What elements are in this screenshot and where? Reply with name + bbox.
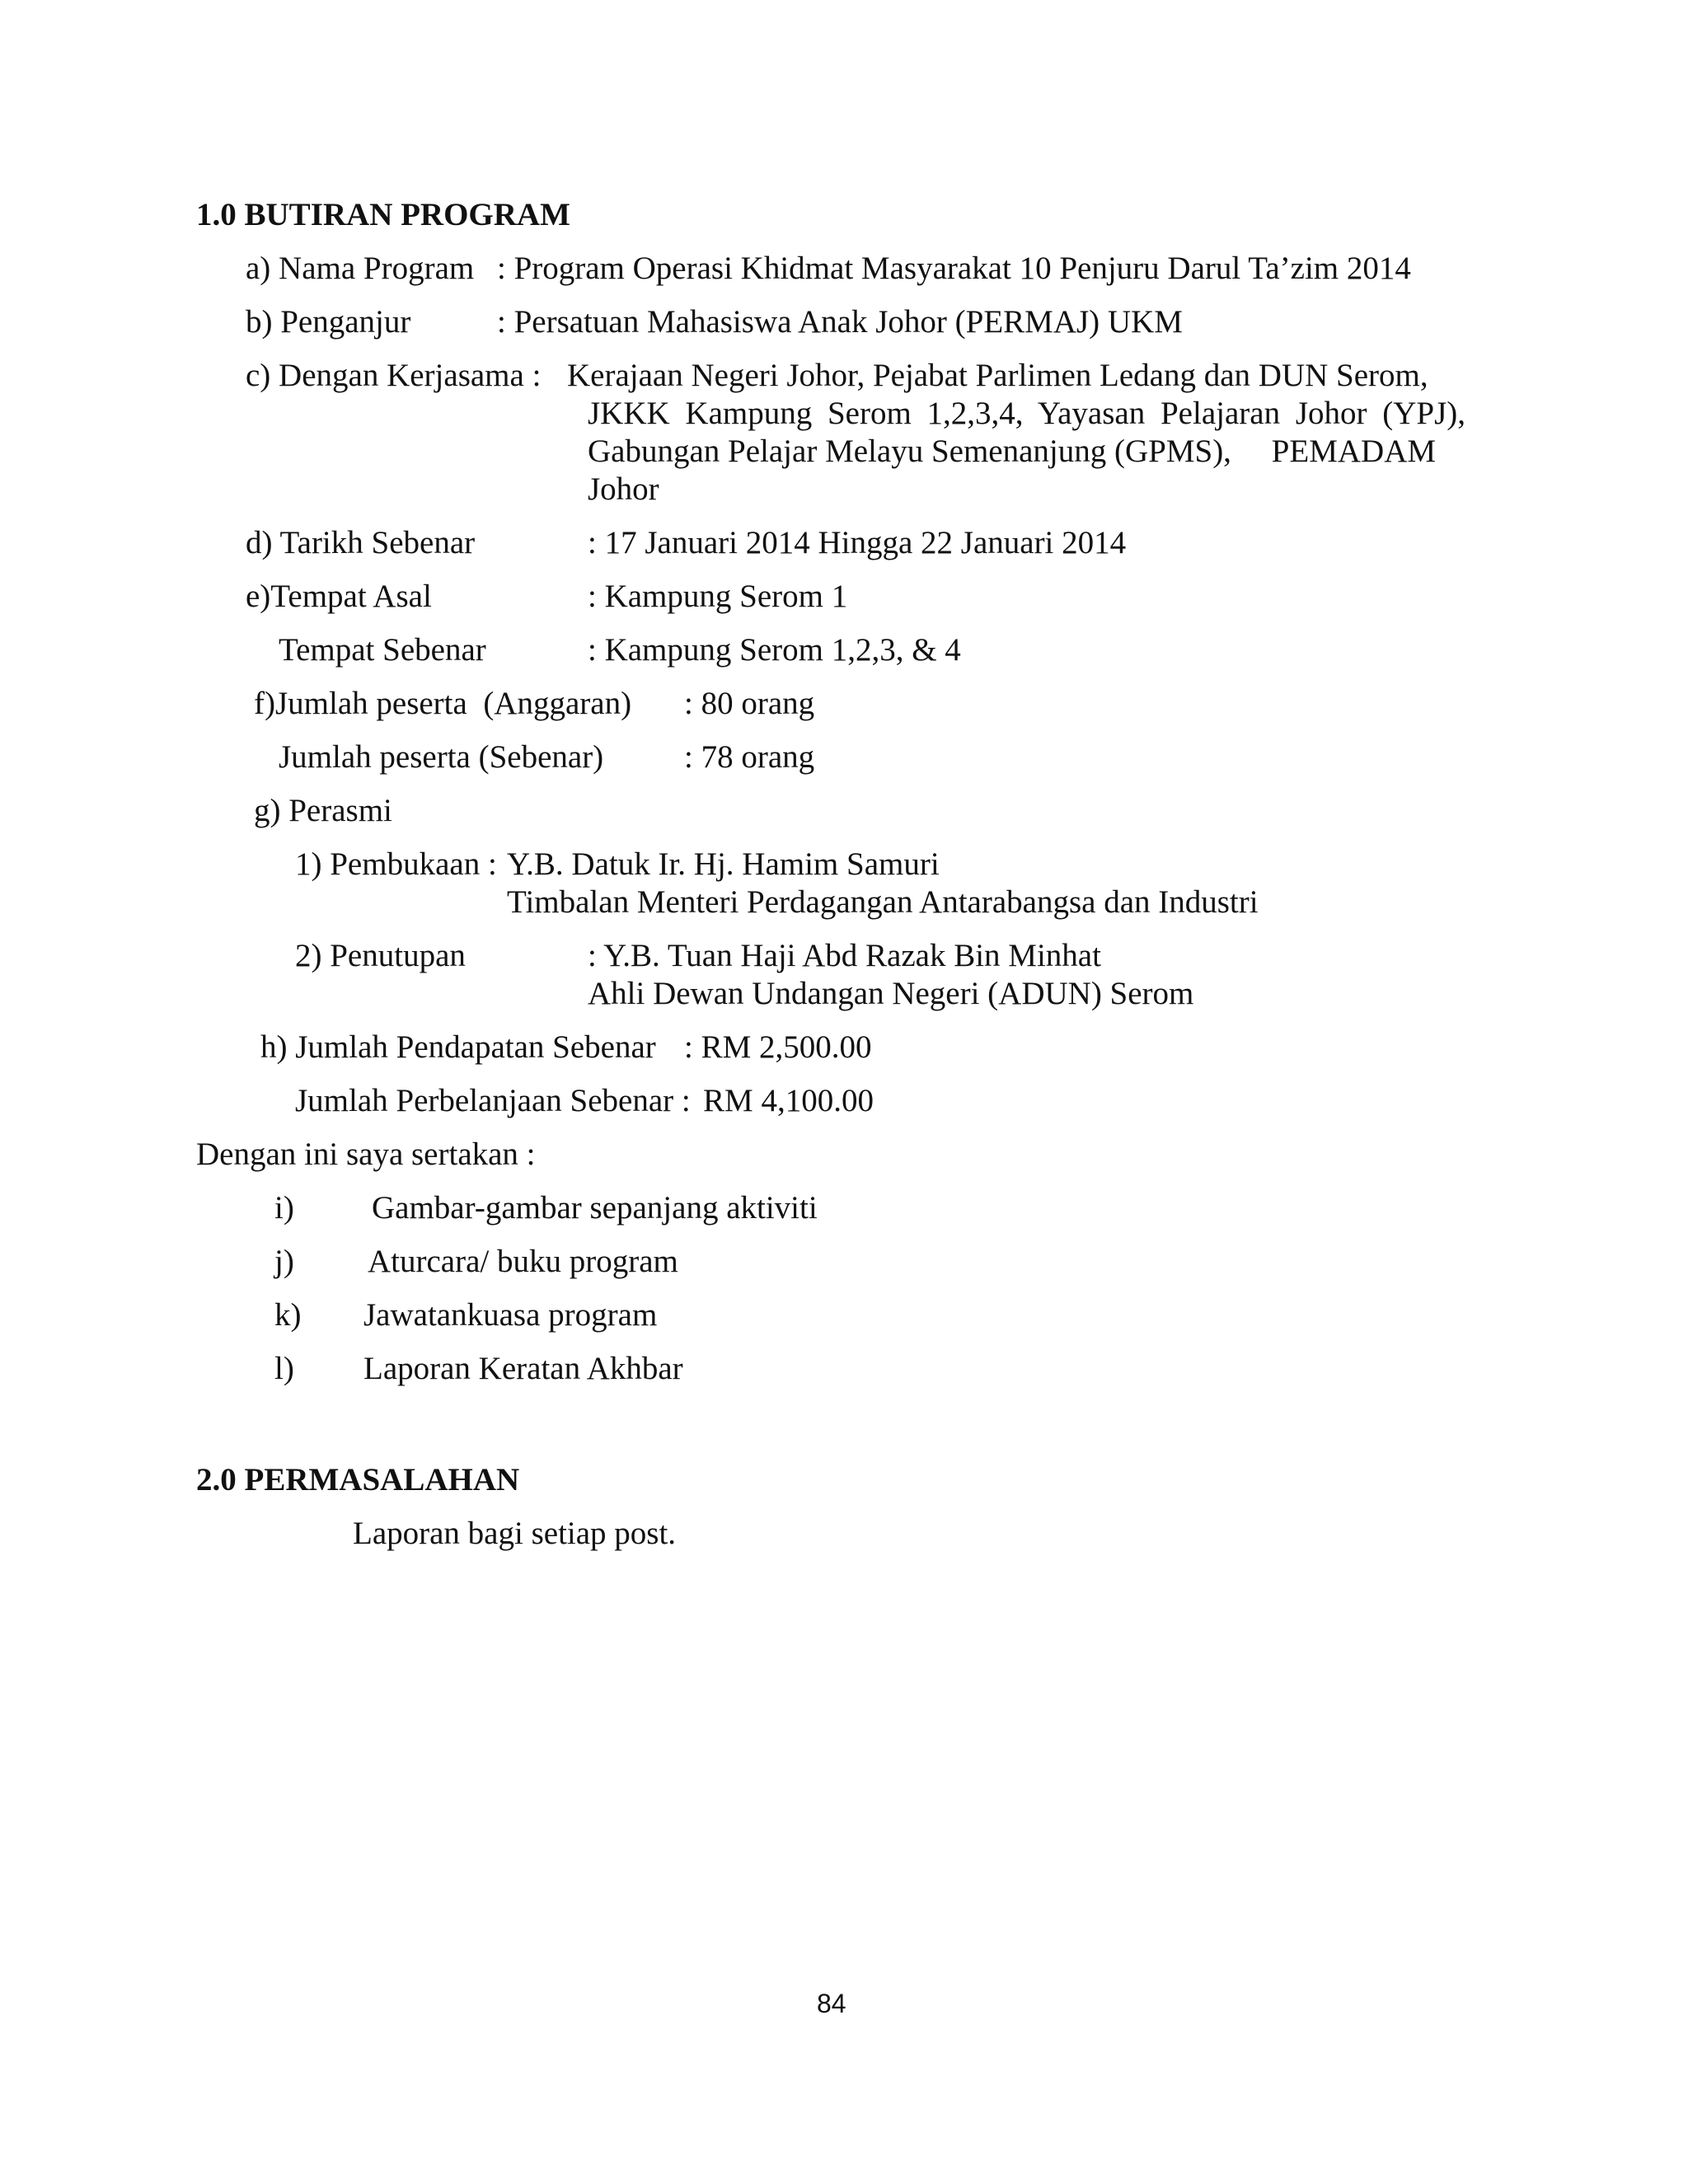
pendapatan-label: h) Jumlah Pendapatan Sebenar (260, 1029, 656, 1065)
section-2-heading: 2.0 PERMASALAHAN (196, 1462, 520, 1497)
tempat-sebenar-label: Tempat Sebenar (279, 632, 486, 668)
kerjasama-line-3: Gabungan Pelajar Melayu Semenanjung (GPMS), PEMADAM (588, 434, 1437, 469)
section-2-body: Laporan bagi setiap post. (353, 1516, 677, 1551)
perasmi-label: g) Perasmi (254, 793, 392, 828)
tempat-asal-value: : Kampung Serom 1 (588, 579, 848, 614)
attachments-intro: Dengan ini saya sertakan : (196, 1137, 536, 1172)
penutupan-label: 2) Penutupan (295, 938, 466, 973)
page-number: 84 (817, 1989, 846, 2018)
perbelanjaan-label: Jumlah Perbelanjaan Sebenar : (295, 1083, 691, 1118)
peserta-anggaran-value: : 80 orang (684, 686, 815, 721)
pendapatan-value: : RM 2,500.00 (684, 1029, 872, 1065)
attachment-marker: k) (274, 1297, 302, 1333)
tempat-asal-label: e)Tempat Asal (246, 579, 432, 614)
perbelanjaan-value: RM 4,100.00 (703, 1083, 874, 1118)
nama-program-value: : Program Operasi Khidmat Masyarakat 10 Penjuru Darul Ta’zim 2014 (497, 251, 1411, 286)
kerjasama-label: c) Dengan Kerjasama : (246, 358, 542, 393)
nama-program-label: a) Nama Program (246, 251, 475, 286)
attachment-text: Laporan Keratan Akhbar (363, 1351, 683, 1386)
tarikh-value: : 17 Januari 2014 Hingga 22 Januari 2014 (588, 525, 1127, 560)
attachment-text: Aturcara/ buku program (368, 1244, 678, 1279)
penutupan-title: Ahli Dewan Undangan Negeri (ADUN) Serom (588, 976, 1194, 1011)
penutupan-name: : Y.B. Tuan Haji Abd Razak Bin Minhat (588, 938, 1101, 973)
kerjasama-line-4: Johor (588, 471, 659, 507)
pembukaan-label: 1) Pembukaan : (295, 846, 497, 882)
penganjur-label: b) Penganjur (246, 304, 411, 340)
attachment-marker: i) (274, 1190, 294, 1226)
kerjasama-line-1: Kerajaan Negeri Johor, Pejabat Parlimen Ledang dan DUN Serom, (567, 358, 1428, 393)
section-1-heading: 1.0 BUTIRAN PROGRAM (196, 197, 570, 232)
peserta-sebenar-label: Jumlah peserta (Sebenar) (279, 739, 604, 775)
attachment-text: Gambar-gambar sepanjang aktiviti (372, 1190, 818, 1226)
peserta-anggaran-label: f)Jumlah peserta (Anggaran) (254, 686, 632, 721)
pembukaan-title: Timbalan Menteri Perdagangan Antarabangsa dan Industri (507, 884, 1259, 920)
tempat-sebenar-value: : Kampung Serom 1,2,3, & 4 (588, 632, 961, 668)
attachment-marker: l) (274, 1351, 294, 1386)
kerjasama-line-2: JKKK Kampung Serom 1,2,3,4, Yayasan Pelajaran Johor (YPJ), (588, 396, 1465, 431)
penganjur-value: : Persatuan Mahasiswa Anak Johor (PERMAJ) UKM (497, 304, 1183, 340)
tarikh-label: d) Tarikh Sebenar (246, 525, 476, 560)
peserta-sebenar-value: : 78 orang (684, 739, 815, 775)
attachment-marker: j) (274, 1244, 294, 1279)
attachment-text: Jawatankuasa program (363, 1297, 658, 1333)
pembukaan-name: Y.B. Datuk Ir. Hj. Hamim Samuri (507, 846, 940, 882)
